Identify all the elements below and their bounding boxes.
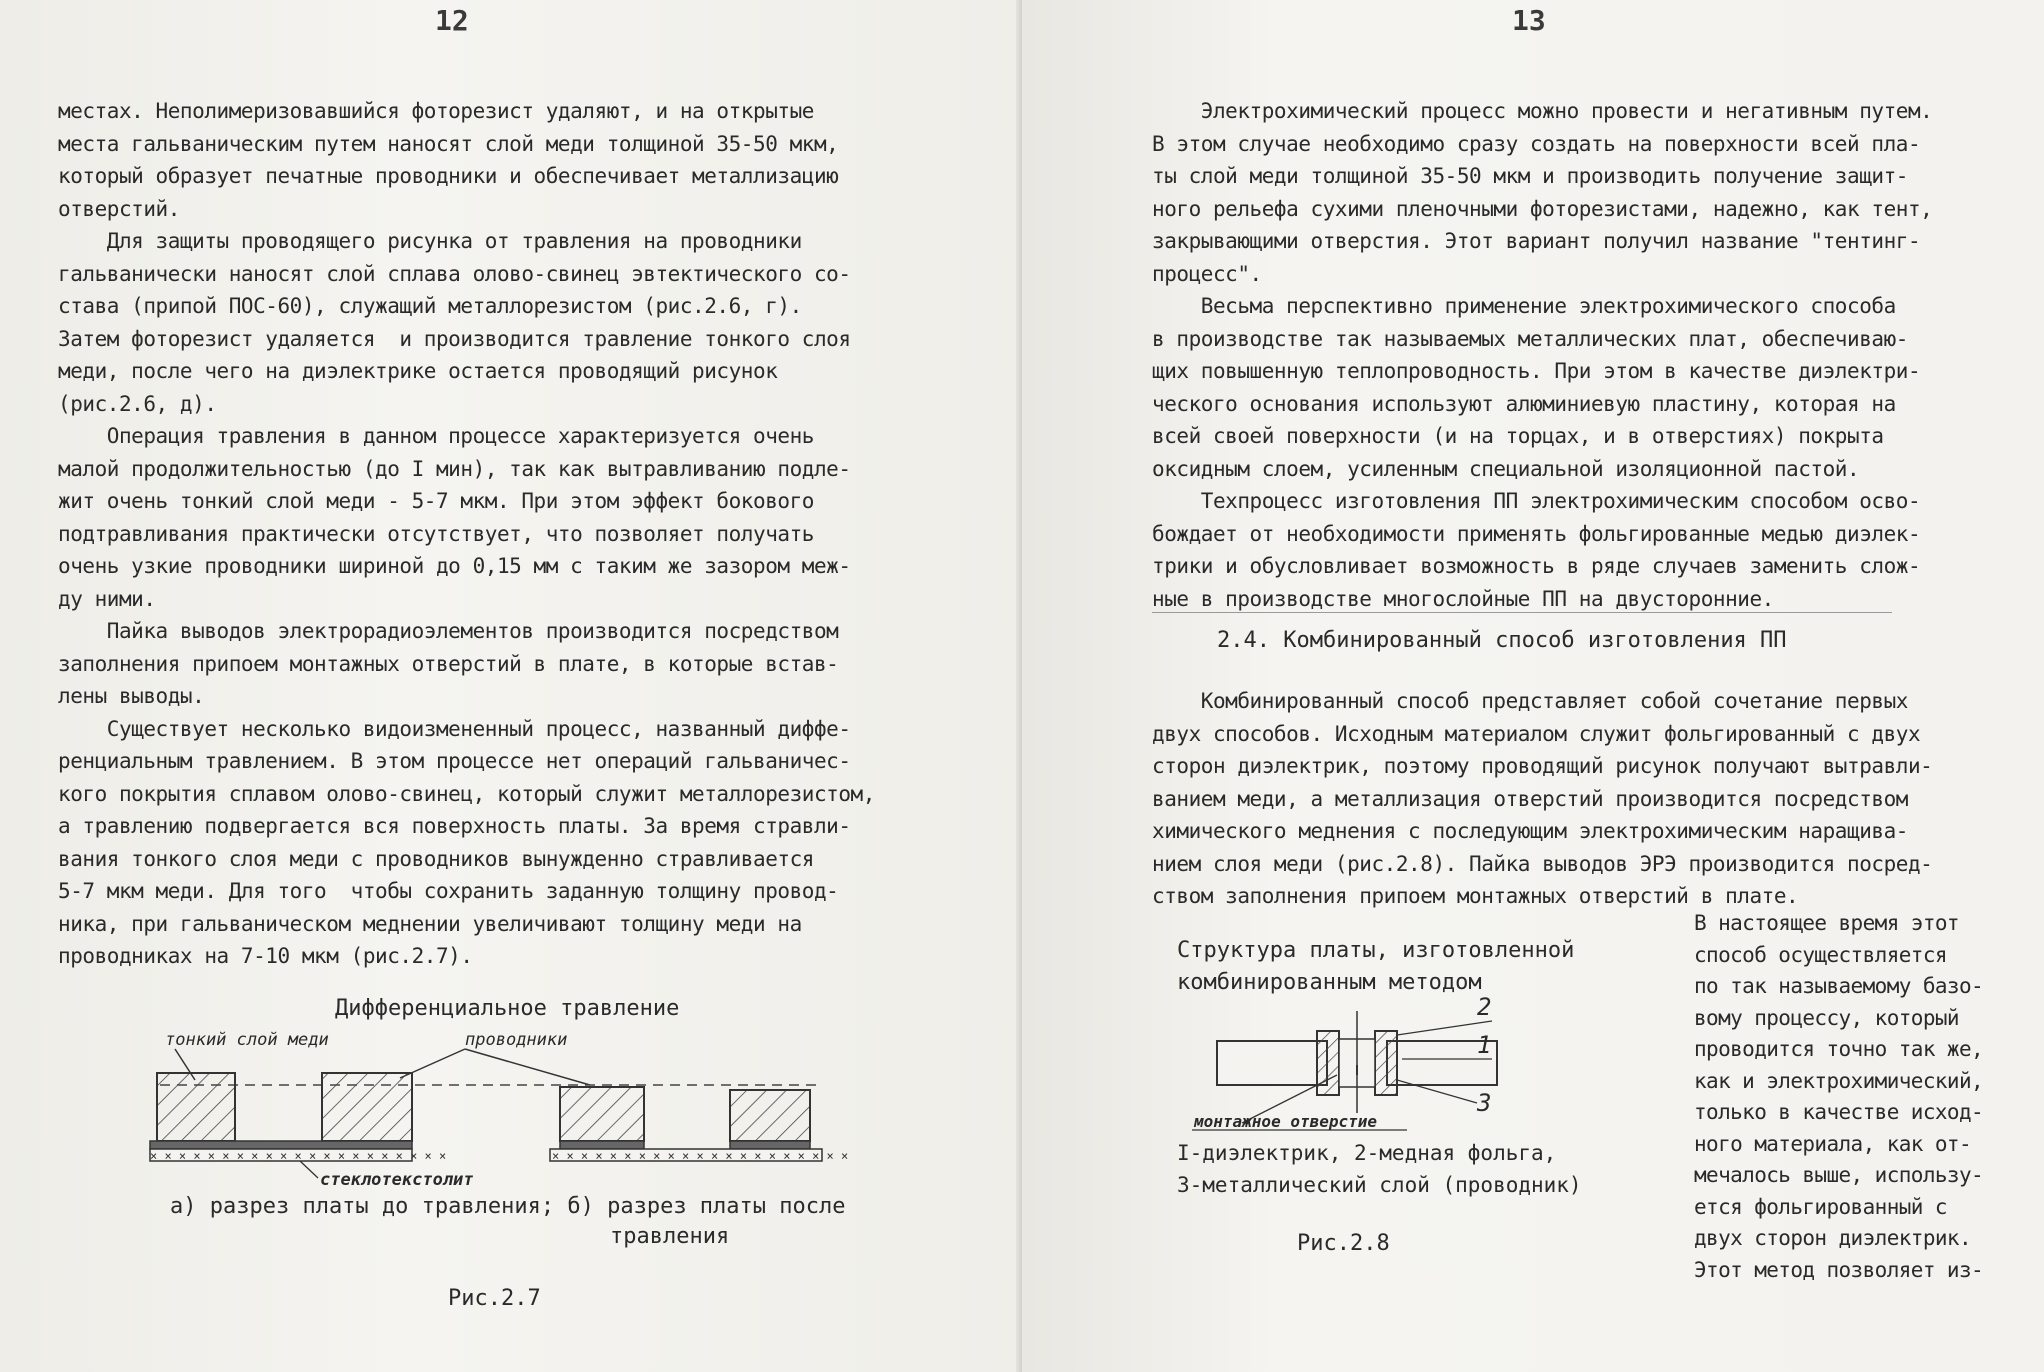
- text-line: Для защиты проводящего рисунка от травления на проводники: [58, 229, 802, 253]
- text-line: ренциальным травлением. В этом процессе нет операций гальваничес-: [58, 749, 851, 773]
- text-line: Электрохимический процесс можно провести и негативным путем.: [1152, 99, 1933, 123]
- section-before-etching: [150, 1073, 446, 1163]
- text-line: 5-7 мкм меди. Для того чтобы сохранить заданную толщину провод-: [58, 879, 839, 903]
- text-line: двух способов. Исходным материалом служит фольгированный с двух: [1152, 721, 1921, 746]
- text-line: лены выводы.: [58, 684, 205, 708]
- figure-title: Дифференциальное травление: [335, 996, 680, 1021]
- label-thin-layer: тонкий слой меди: [165, 1030, 329, 1050]
- text-line: гальванически наносят слой сплава олово-свинец эвтектического со-: [58, 261, 851, 286]
- text-line: заполнения припоем монтажных отверстий в плате, в которые встав-: [58, 651, 839, 676]
- text-line: а травлению подвергается вся поверхность платы. За время стравли-: [58, 814, 851, 838]
- text-line: Весьма перспективно применение электрохимического способа: [1152, 294, 1896, 318]
- figure-number: Рис.2.8: [1297, 1231, 1390, 1256]
- text-line: закрывающими отверстия. Этот вариант получил название "тентинг-: [1152, 229, 1921, 253]
- section-after-etching: [550, 1087, 848, 1163]
- text-line: ного рельефа сухими пленочными фоторезистами, надежно, как тент,: [1152, 196, 1933, 221]
- text-line: очень узкие проводники шириной до 0,15 мм с таким же зазором меж-: [58, 554, 851, 578]
- legend-line-1: I-диэлектрик, 2-медная фольга,: [1177, 1141, 1557, 1165]
- text-line: В настоящее время этот: [1694, 911, 1959, 935]
- text-line: ется фольгированный с: [1694, 1194, 1947, 1219]
- text-line: бождает от необходимости применять фольгированные медью диэлек-: [1152, 521, 1921, 546]
- text-line: Затем фоторезист удаляется и производится травление тонкого слоя: [58, 326, 851, 351]
- text-line: Техпроцесс изготовления ПП электрохимическим способом осво-: [1152, 489, 1921, 513]
- figure-number: Рис.2.7: [448, 1286, 541, 1311]
- text-line: ванием меди, а металлизация отверстий производится посредством: [1152, 786, 1908, 811]
- text-line: Операция травления в данном процессе характеризуется очень: [58, 424, 814, 448]
- text-line: Комбинированный способ представляет собой сочетание первых: [1152, 689, 1908, 713]
- text-line: ные в производстве многослойные ПП на двусторонние.: [1152, 586, 1774, 611]
- legend-line-2: 3-металлический слой (проводник): [1177, 1173, 1582, 1197]
- text-line: двух сторон диэлектрик.: [1694, 1226, 1971, 1250]
- text-line: только в качестве исход-: [1694, 1100, 1984, 1124]
- figure-2-7-diagram: [0, 985, 1010, 1315]
- page-number: 13: [1512, 4, 1546, 37]
- text-line: ческого основания используют алюминиевую пластину, которая на: [1152, 391, 1896, 416]
- text-line: по так называемому базо-: [1694, 974, 1984, 998]
- text-line: ством заполнения припоем монтажных отверстий в плате.: [1152, 884, 1799, 908]
- label-conductors: проводники: [465, 1030, 568, 1050]
- text-line: всей своей поверхности (и на торцах, и в отверстиях) покрыта: [1152, 424, 1884, 448]
- text-line: в производстве так называемых металлических плат, обеспечиваю-: [1152, 326, 1908, 351]
- section-rule: [1152, 612, 1892, 613]
- text-line: химического меднения с последующим электрохимическим наращива-: [1152, 819, 1908, 843]
- text-line: Этот метод позволяет из-: [1694, 1257, 1984, 1282]
- text-line: В этом случае необходимо сразу создать на поверхности всей пла-: [1152, 131, 1921, 156]
- text-line: как и электрохимический,: [1694, 1068, 1984, 1093]
- page-number: 12: [435, 4, 469, 37]
- svg-text:× × × × × × × × × × × × × × ×: × × × × × × × × × × × × × × × × × × × × ×: [552, 1149, 849, 1163]
- text-line: малой продолжительностью (до I мин), так как вытравливанию подле-: [58, 456, 851, 481]
- figure-caption-line-1: а) разрез платы до травления; б) разрез платы после: [170, 1194, 846, 1219]
- figure-2-8-diagram: [1172, 935, 1682, 1275]
- text-line: способ осуществляется: [1694, 942, 1947, 967]
- text-line: ного материала, как от-: [1694, 1131, 1971, 1156]
- right-side-text: [1694, 908, 1983, 1286]
- text-line: проводниках на 7-10 мкм (рис.2.7).: [58, 944, 473, 968]
- text-line: отверстий.: [58, 196, 180, 221]
- label-mounting-hole: монтажное отверстие: [1194, 1112, 1378, 1131]
- text-line: подтравливания практически отсутствует, что позволяет получать: [58, 521, 814, 546]
- callout-1: 1: [1477, 1031, 1492, 1059]
- text-line: трики и обусловливает возможность в ряде случаев заменить слож-: [1152, 554, 1921, 578]
- callout-3: 3: [1477, 1089, 1492, 1117]
- text-line: нием слоя меди (рис.2.8). Пайка выводов ЭРЭ производится посред-: [1152, 851, 1933, 876]
- text-line: оксидным слоем, усиленным специальной изоляционной пастой.: [1152, 456, 1860, 481]
- text-line: проводится точно так же,: [1694, 1037, 1984, 1061]
- text-line: вому процессу, который: [1694, 1005, 1959, 1030]
- text-line: сторон диэлектрик, поэтому проводящий рисунок получают вытравли-: [1152, 754, 1933, 778]
- text-line: меди, после чего на диэлектрике остается проводящий рисунок: [58, 359, 778, 383]
- text-line: который образует печатные проводники и обеспечивает металлизацию: [58, 164, 839, 188]
- text-line: места гальваническим путем наносят слой меди толщиной 35-50 мкм,: [58, 131, 839, 156]
- text-line: ника, при гальваническом меднении увеличивают толщину меди на: [58, 911, 802, 936]
- text-line: процесс".: [1152, 261, 1262, 286]
- text-line: щих повышенную теплопроводность. При этом в качестве диэлектри-: [1152, 359, 1921, 383]
- left-body-text: [58, 95, 875, 973]
- text-line: става (припой ПОС-60), служащий металлорезистом (рис.2.6, г).: [58, 294, 802, 318]
- svg-text:× × × × × × × × × × × × × × ×: × × × × × × × × × × × × × × × × × × × × ×: [150, 1149, 447, 1163]
- text-line: ты слой меди толщиной 35-50 мкм и производить получение защит-: [1152, 164, 1908, 188]
- right-body-text-mid: [1152, 685, 1932, 913]
- callout-2: 2: [1477, 993, 1492, 1021]
- label-substrate: стеклотекстолит: [320, 1170, 474, 1190]
- text-line: вания тонкого слоя меди с проводников вынужденно стравливается: [58, 846, 814, 871]
- text-line: местах. Неполимеризовавшийся фоторезист удаляют, и на открытые: [58, 99, 814, 123]
- section-heading: 2.4. Комбинированный способ изготовления ПП: [1217, 628, 1787, 653]
- text-line: Существует несколько видоизмененный процесс, названный диффе-: [58, 716, 851, 741]
- text-line: ду ними.: [58, 586, 156, 611]
- text-line: (рис.2.6, д).: [58, 391, 217, 416]
- figure-caption-line-2: травления: [610, 1224, 730, 1249]
- figure-title-line-1: Структура платы, изготовленной: [1177, 938, 1575, 963]
- figure-title-line-2: комбинированным методом: [1177, 970, 1482, 995]
- text-line: мечалось выше, использу-: [1694, 1163, 1984, 1187]
- text-line: кого покрытия сплавом олово-свинец, который служит металлорезистом,: [58, 781, 875, 806]
- text-line: жит очень тонкий слой меди - 5-7 мкм. При этом эффект бокового: [58, 489, 814, 513]
- right-page: [1022, 0, 2044, 1372]
- right-body-text-top: [1152, 95, 1932, 615]
- text-line: Пайка выводов электрорадиоэлементов производится посредством: [58, 619, 839, 643]
